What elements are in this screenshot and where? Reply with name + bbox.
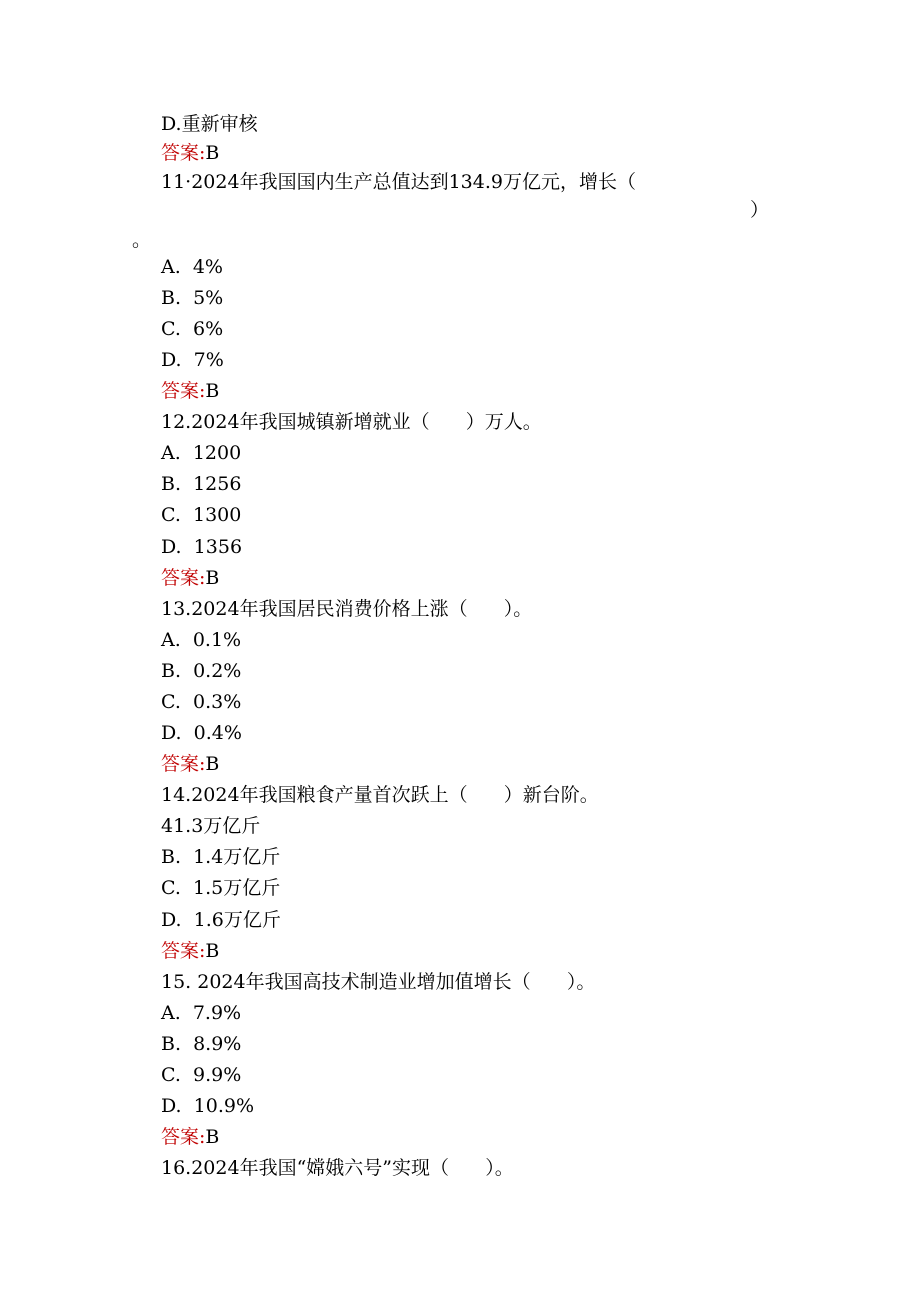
question-line: 14.2024年我国粮食产量首次跃上（ ）新台阶。 bbox=[161, 784, 599, 806]
answer-label: 答案: bbox=[161, 380, 206, 402]
answer-label: 答案: bbox=[161, 940, 206, 962]
answer-line bbox=[161, 566, 219, 590]
question-period: 。 bbox=[132, 229, 152, 251]
option-line: C. 0.3% bbox=[161, 691, 242, 713]
answer-value: B bbox=[205, 940, 220, 962]
answer-value: B bbox=[205, 1126, 220, 1148]
option-line: B. 1.4万亿斤 bbox=[161, 846, 281, 868]
option-line: B. 1256 bbox=[161, 473, 242, 495]
question-line: 12.2024年我国城镇新增就业（ ）万人。 bbox=[161, 411, 542, 433]
answer-label: 答案: bbox=[161, 1126, 206, 1148]
answer-value: B bbox=[205, 380, 220, 402]
option-line: A. 7.9% bbox=[161, 1002, 242, 1024]
question-line: 11·2024年我国国内生产总值达到134.9万亿元，增长（ bbox=[161, 171, 636, 193]
question-paren-close: ） bbox=[750, 199, 770, 221]
answer-value: B bbox=[205, 753, 220, 775]
option-line: D. 10.9% bbox=[161, 1095, 255, 1117]
option-line: A. 4% bbox=[161, 256, 223, 278]
answer-value: B bbox=[205, 142, 220, 164]
option-line: B. 5% bbox=[161, 287, 224, 309]
question-line: 13.2024年我国居民消费价格上涨（ ）。 bbox=[161, 598, 533, 620]
option-line: C. 1300 bbox=[161, 504, 242, 526]
option-line: D. 0.4% bbox=[161, 722, 242, 744]
answer-line bbox=[161, 379, 219, 403]
option-line: B. 8.9% bbox=[161, 1033, 242, 1055]
option-line: C. 1.5万亿斤 bbox=[161, 877, 281, 899]
answer-label: 答案: bbox=[161, 753, 206, 775]
option-line: A. 0.1% bbox=[161, 629, 242, 651]
option-line: D. 1356 bbox=[161, 536, 243, 558]
question-line: 16.2024年我国“嫦娥六号”实现（ ）。 bbox=[161, 1157, 514, 1179]
answer-line bbox=[161, 752, 219, 776]
answer-label: 答案: bbox=[161, 142, 206, 164]
question-line: 15. 2024年我国高技术制造业增加值增长（ ）。 bbox=[161, 971, 596, 993]
option-line: D.重新审核 bbox=[161, 113, 258, 135]
option-line: C. 9.9% bbox=[161, 1064, 242, 1086]
option-line: D. 1.6万亿斤 bbox=[161, 909, 281, 931]
answer-line bbox=[161, 141, 219, 165]
answer-line bbox=[161, 1125, 219, 1149]
option-line: A. 1200 bbox=[161, 442, 242, 464]
answer-value: B bbox=[205, 567, 220, 589]
option-line: 41.3万亿斤 bbox=[161, 815, 261, 837]
option-line: B. 0.2% bbox=[161, 660, 242, 682]
answer-line bbox=[161, 939, 219, 963]
option-line: C. 6% bbox=[161, 318, 224, 340]
option-line: D. 7% bbox=[161, 349, 224, 371]
answer-label: 答案: bbox=[161, 567, 206, 589]
